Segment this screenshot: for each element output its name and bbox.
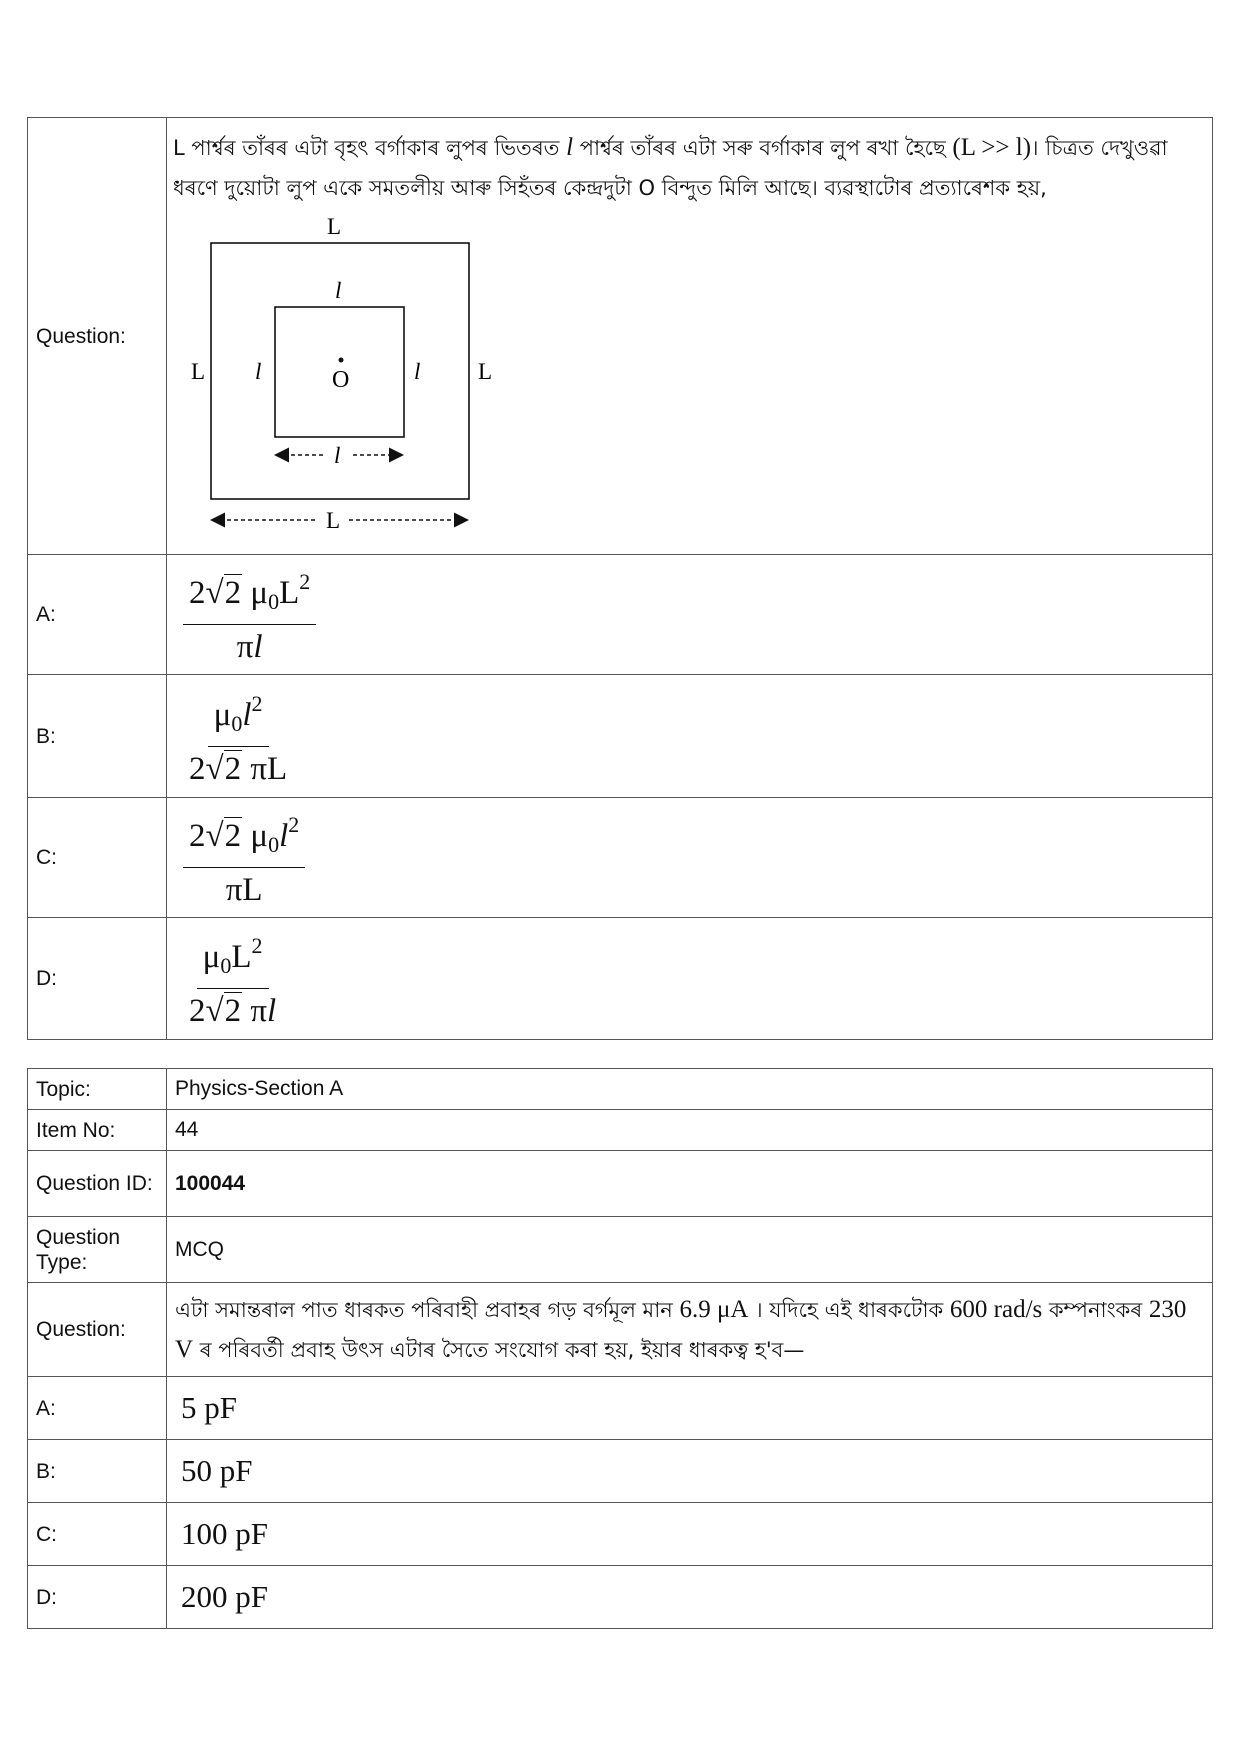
- inner-left-label: l: [255, 359, 262, 384]
- question-cell: [167, 1283, 1213, 1377]
- question-type-row: [28, 1217, 1213, 1283]
- option-b-formula: $\frac{\mu_0l^2}{2√2 \pi L}$: [183, 684, 293, 789]
- item-value: 44: [167, 1110, 1213, 1151]
- item-row: [28, 1110, 1213, 1151]
- option-c-cell: [167, 798, 1213, 918]
- option-label: C:: [28, 1503, 167, 1566]
- option-row-d: [28, 1566, 1213, 1629]
- question-id-row: [28, 1151, 1213, 1217]
- topic-value: Physics-Section A: [167, 1069, 1213, 1110]
- question-row: [28, 118, 1213, 555]
- option-b-cell: [167, 675, 1213, 798]
- loops-figure: [183, 210, 503, 528]
- option-d-value: 200 pF: [167, 1566, 1213, 1629]
- option-label: B:: [28, 675, 167, 798]
- outer-left-label: L: [191, 359, 206, 384]
- topic-row: [28, 1069, 1213, 1110]
- option-label: A:: [28, 1377, 167, 1440]
- option-label: D:: [28, 918, 167, 1040]
- question-table-1: [27, 117, 1213, 1040]
- question-table-2: [27, 1068, 1213, 1629]
- option-label: C:: [28, 798, 167, 918]
- inner-top-label: l: [335, 278, 342, 303]
- inner-bottom-label: l: [334, 443, 341, 468]
- question-id-label: Question ID:: [28, 1151, 167, 1217]
- option-row-a: [28, 1377, 1213, 1440]
- inner-right-label: l: [414, 359, 421, 384]
- option-row-a: [28, 555, 1213, 675]
- question-type-label: Question Type:: [28, 1217, 167, 1283]
- option-label: A:: [28, 555, 167, 675]
- question-label: Question:: [28, 1283, 167, 1377]
- option-row-b: [28, 675, 1213, 798]
- question-cell: [167, 118, 1213, 555]
- question-label: Question:: [28, 118, 167, 555]
- option-label: D:: [28, 1566, 167, 1629]
- option-c-value: 100 pF: [167, 1503, 1213, 1566]
- option-d-cell: [167, 918, 1213, 1040]
- option-c-formula: $\frac{2√2 \mu_0l^2}{\pi L}$: [183, 805, 305, 910]
- option-b-value: 50 pF: [167, 1440, 1213, 1503]
- outer-right-label: L: [478, 359, 493, 384]
- option-a-cell: [167, 555, 1213, 675]
- question-id-value: 100044: [167, 1151, 1213, 1217]
- topic-label: Topic:: [28, 1069, 167, 1110]
- question-type-value: MCQ: [167, 1217, 1213, 1283]
- center-dot: [339, 358, 344, 363]
- question-row: [28, 1283, 1213, 1377]
- question-text: L পাৰ্শ্বৰ তাঁৰৰ এটা বৃহৎ বৰ্গাকাৰ লুপৰ ভিতৰত l পাৰ্শ্বৰ তাঁৰৰ এটা সৰু বৰ্গাকাৰ লুপ ৰখা হৈছে (L >> l)। চিত্ৰত দেখুওৱা ধৰণে দুয়োটা লুপ একে সমতলীয় আৰু সিহঁতৰ কেন্দ্ৰদুটা O বিন্দুত মিলি আছে। ব্যৱস্থাটোৰ প্ৰত্যাৰেশক হয়,: [173, 134, 1168, 200]
- option-row-b: [28, 1440, 1213, 1503]
- question-text: এটা সমান্তৰাল পাত ধাৰকত পৰিবাহী প্ৰবাহৰ গড় বৰ্গমূল মান 6.9 μA । যদিহে এই ধাৰকটোক 600 rad/s কম্পনাংকৰ 230 V ৰ পৰিবৰ্তী প্ৰবাহ উৎস এটাৰ সৈতে সংযোগ কৰা হয়, ইয়াৰ ধাৰকত্ব হ'ব—: [175, 1295, 1187, 1363]
- option-row-c: [28, 798, 1213, 918]
- option-a-formula: $\frac{2√2 \mu_0L^2}{\pi l}$: [183, 562, 316, 667]
- item-label: Item No:: [28, 1110, 167, 1151]
- option-d-formula: $\frac{\mu_0L^2}{2√2 \pi l}$: [183, 926, 282, 1031]
- option-a-value: 5 pF: [167, 1377, 1213, 1440]
- option-row-d: [28, 918, 1213, 1040]
- option-label: B:: [28, 1440, 167, 1503]
- outer-top-label: L: [327, 214, 342, 239]
- option-row-c: [28, 1503, 1213, 1566]
- center-label: O: [332, 367, 350, 393]
- outer-bottom-label: L: [326, 508, 341, 528]
